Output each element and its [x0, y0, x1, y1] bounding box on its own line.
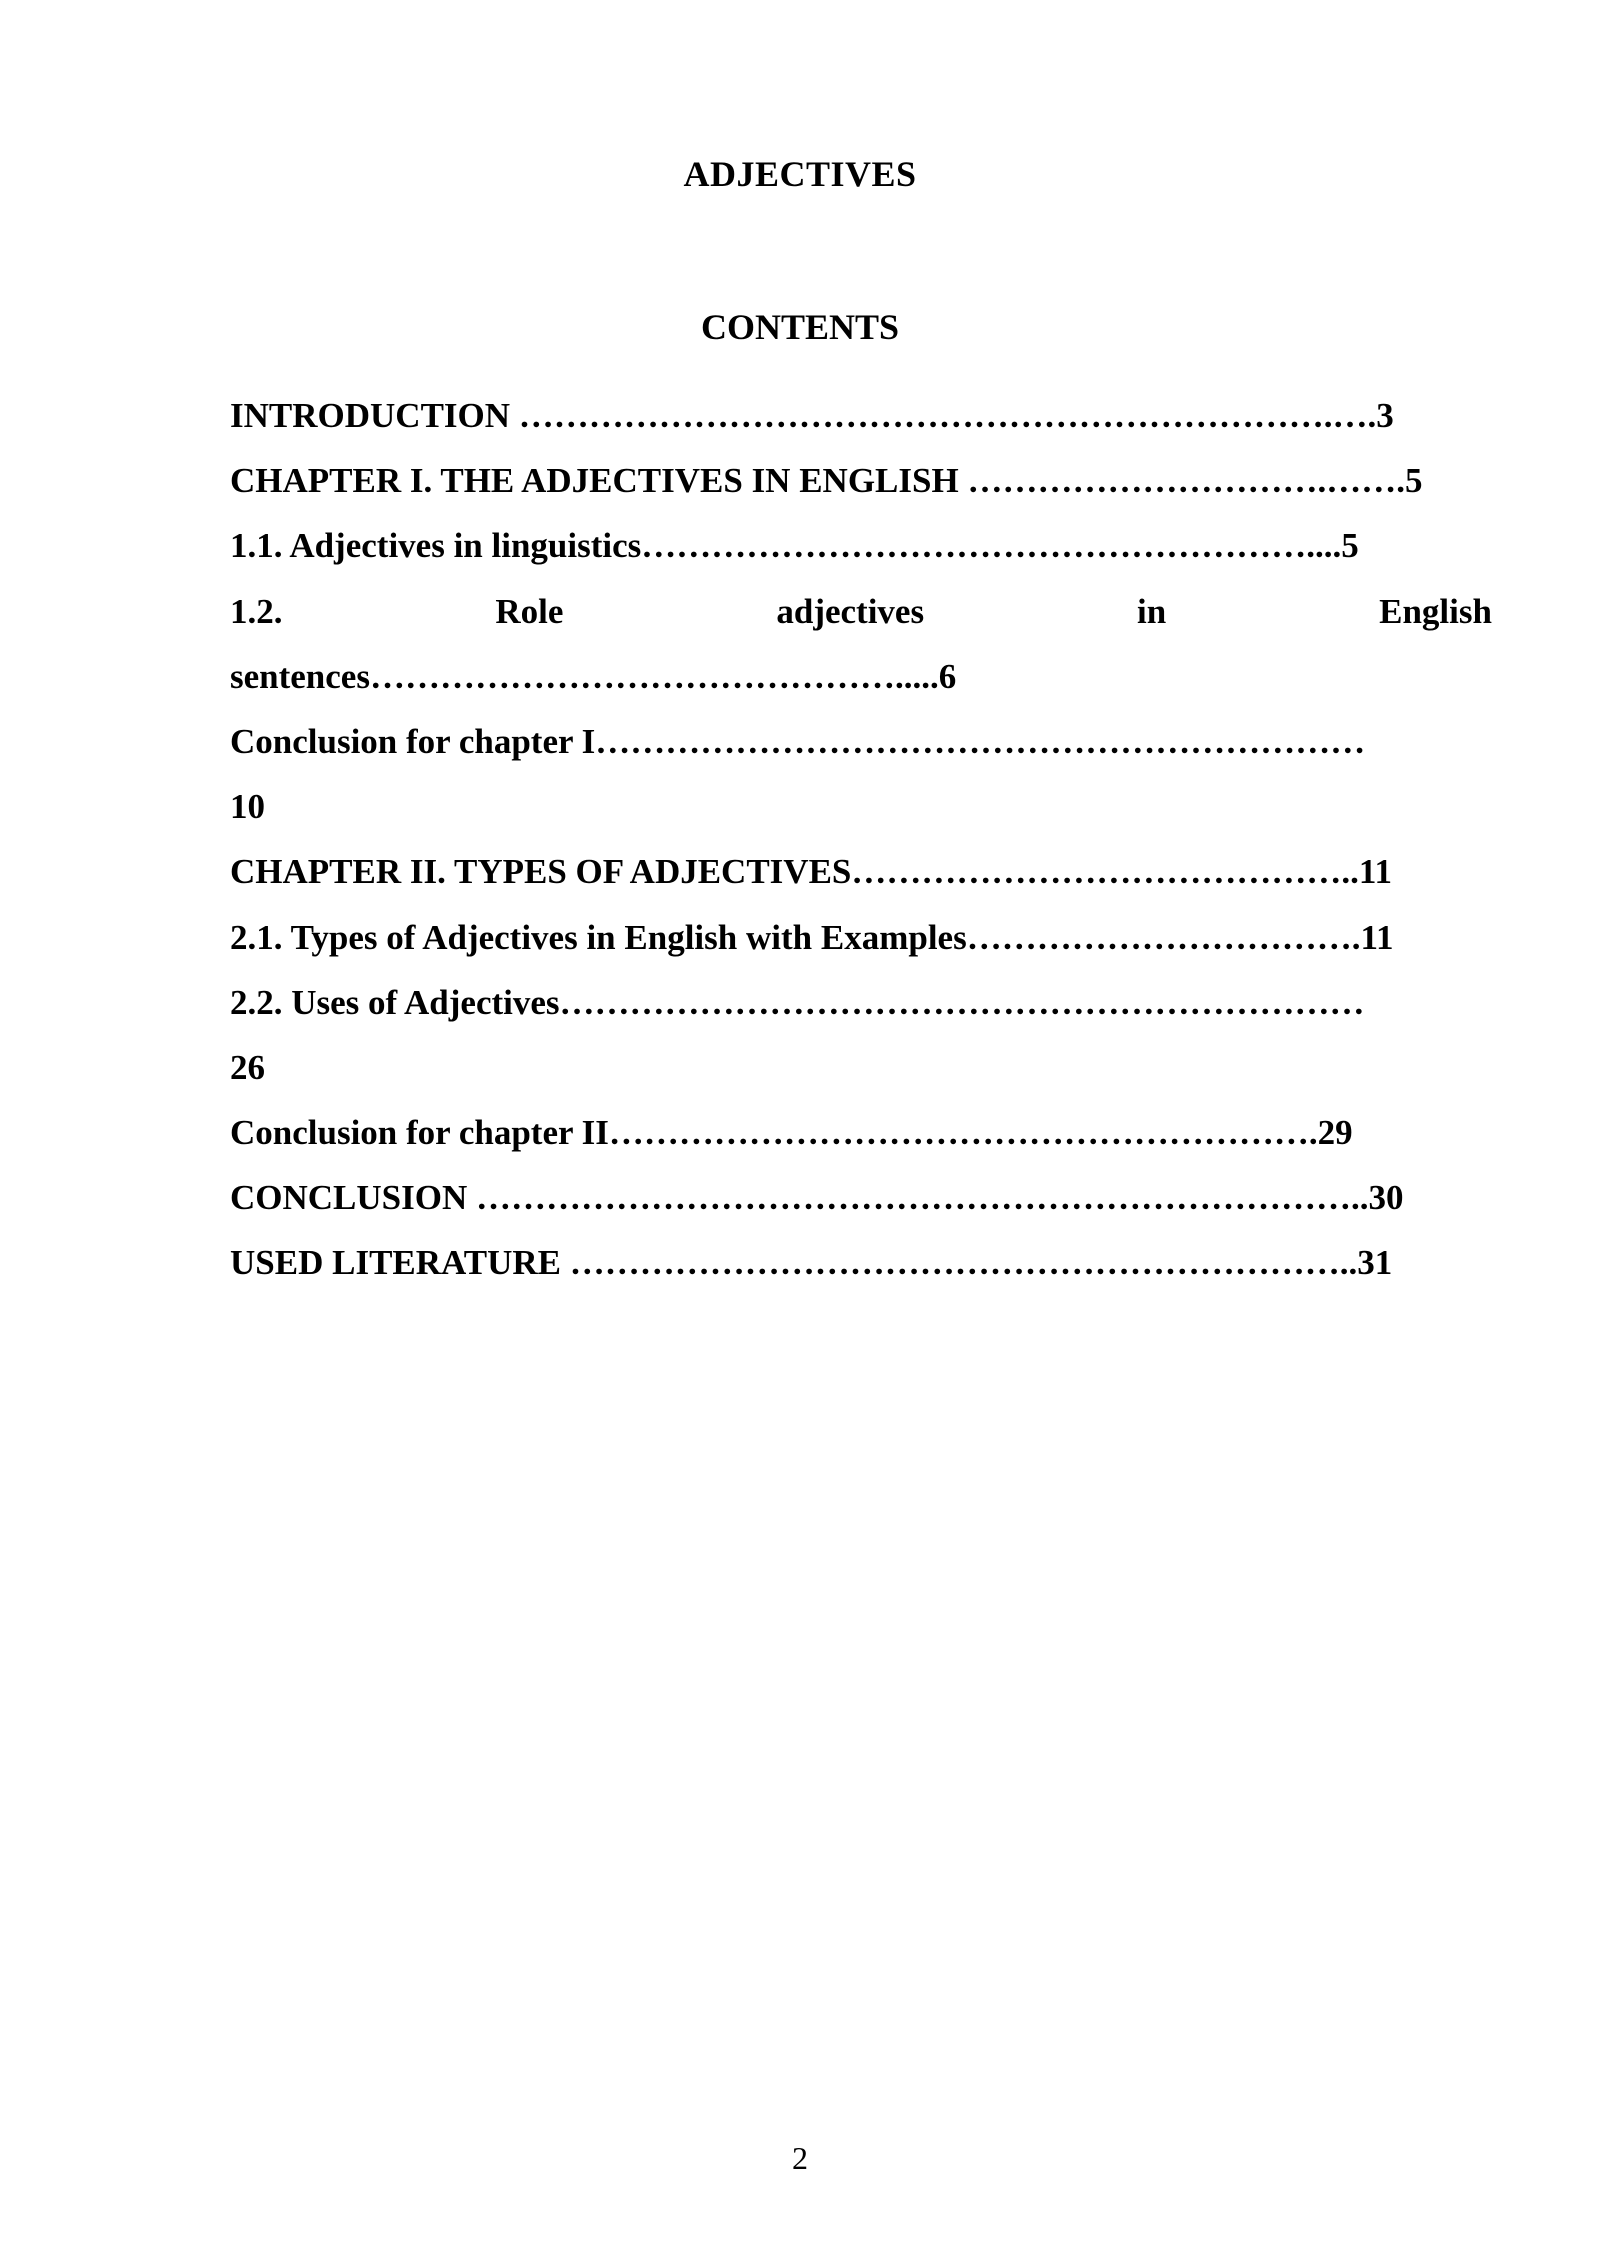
toc-entry-conclusion-chapter-1-page: 10 — [230, 787, 265, 827]
toc-entry-used-literature: USED LITERATURE …………………………………………………………..31 — [230, 1243, 1393, 1283]
toc-entry-conclusion-chapter-1: Conclusion for chapter I………………………………………………………… — [230, 721, 1366, 761]
contents-heading: CONTENTS — [700, 307, 900, 347]
toc-entry-1-2 — [230, 579, 1492, 644]
toc-entry-chapter-1: CHAPTER I. THE ADJECTIVES IN ENGLISH ………………………….…….5 — [230, 461, 1423, 501]
toc-word: adjectives — [776, 591, 925, 631]
table-of-contents — [230, 383, 1492, 1296]
toc-entry-2-2: 2.2. Uses of Adjectives…………………………………………………………… — [230, 982, 1365, 1022]
toc-entry-1-1: 1.1. Adjectives in linguistics…………………………………………………....5 — [230, 526, 1359, 566]
document-title: ADJECTIVES — [683, 154, 917, 194]
toc-word: 1.2. — [230, 591, 283, 631]
toc-entry-conclusion-chapter-2: Conclusion for chapter II…………………………………………………….29 — [230, 1113, 1353, 1153]
toc-entry-1-2-continued: sentences……………………………………….....6 — [230, 656, 957, 696]
toc-entry-2-1: 2.1. Types of Adjectives in English with Examples…………………………….11 — [230, 917, 1394, 957]
toc-word: Role — [495, 591, 564, 631]
toc-entry-conclusion: CONCLUSION …………………………………………………………………..30 — [230, 1178, 1404, 1218]
toc-entry-introduction: INTRODUCTION …………………………………………………………….….3 — [230, 396, 1394, 435]
toc-entry-chapter-2: CHAPTER II. TYPES OF ADJECTIVES……………………………………..11 — [230, 852, 1392, 892]
toc-word: in — [1137, 591, 1167, 631]
toc-word: English — [1379, 591, 1492, 631]
toc-entry-2-2-page: 26 — [230, 1047, 265, 1087]
page-number: 2 — [792, 2140, 808, 2176]
